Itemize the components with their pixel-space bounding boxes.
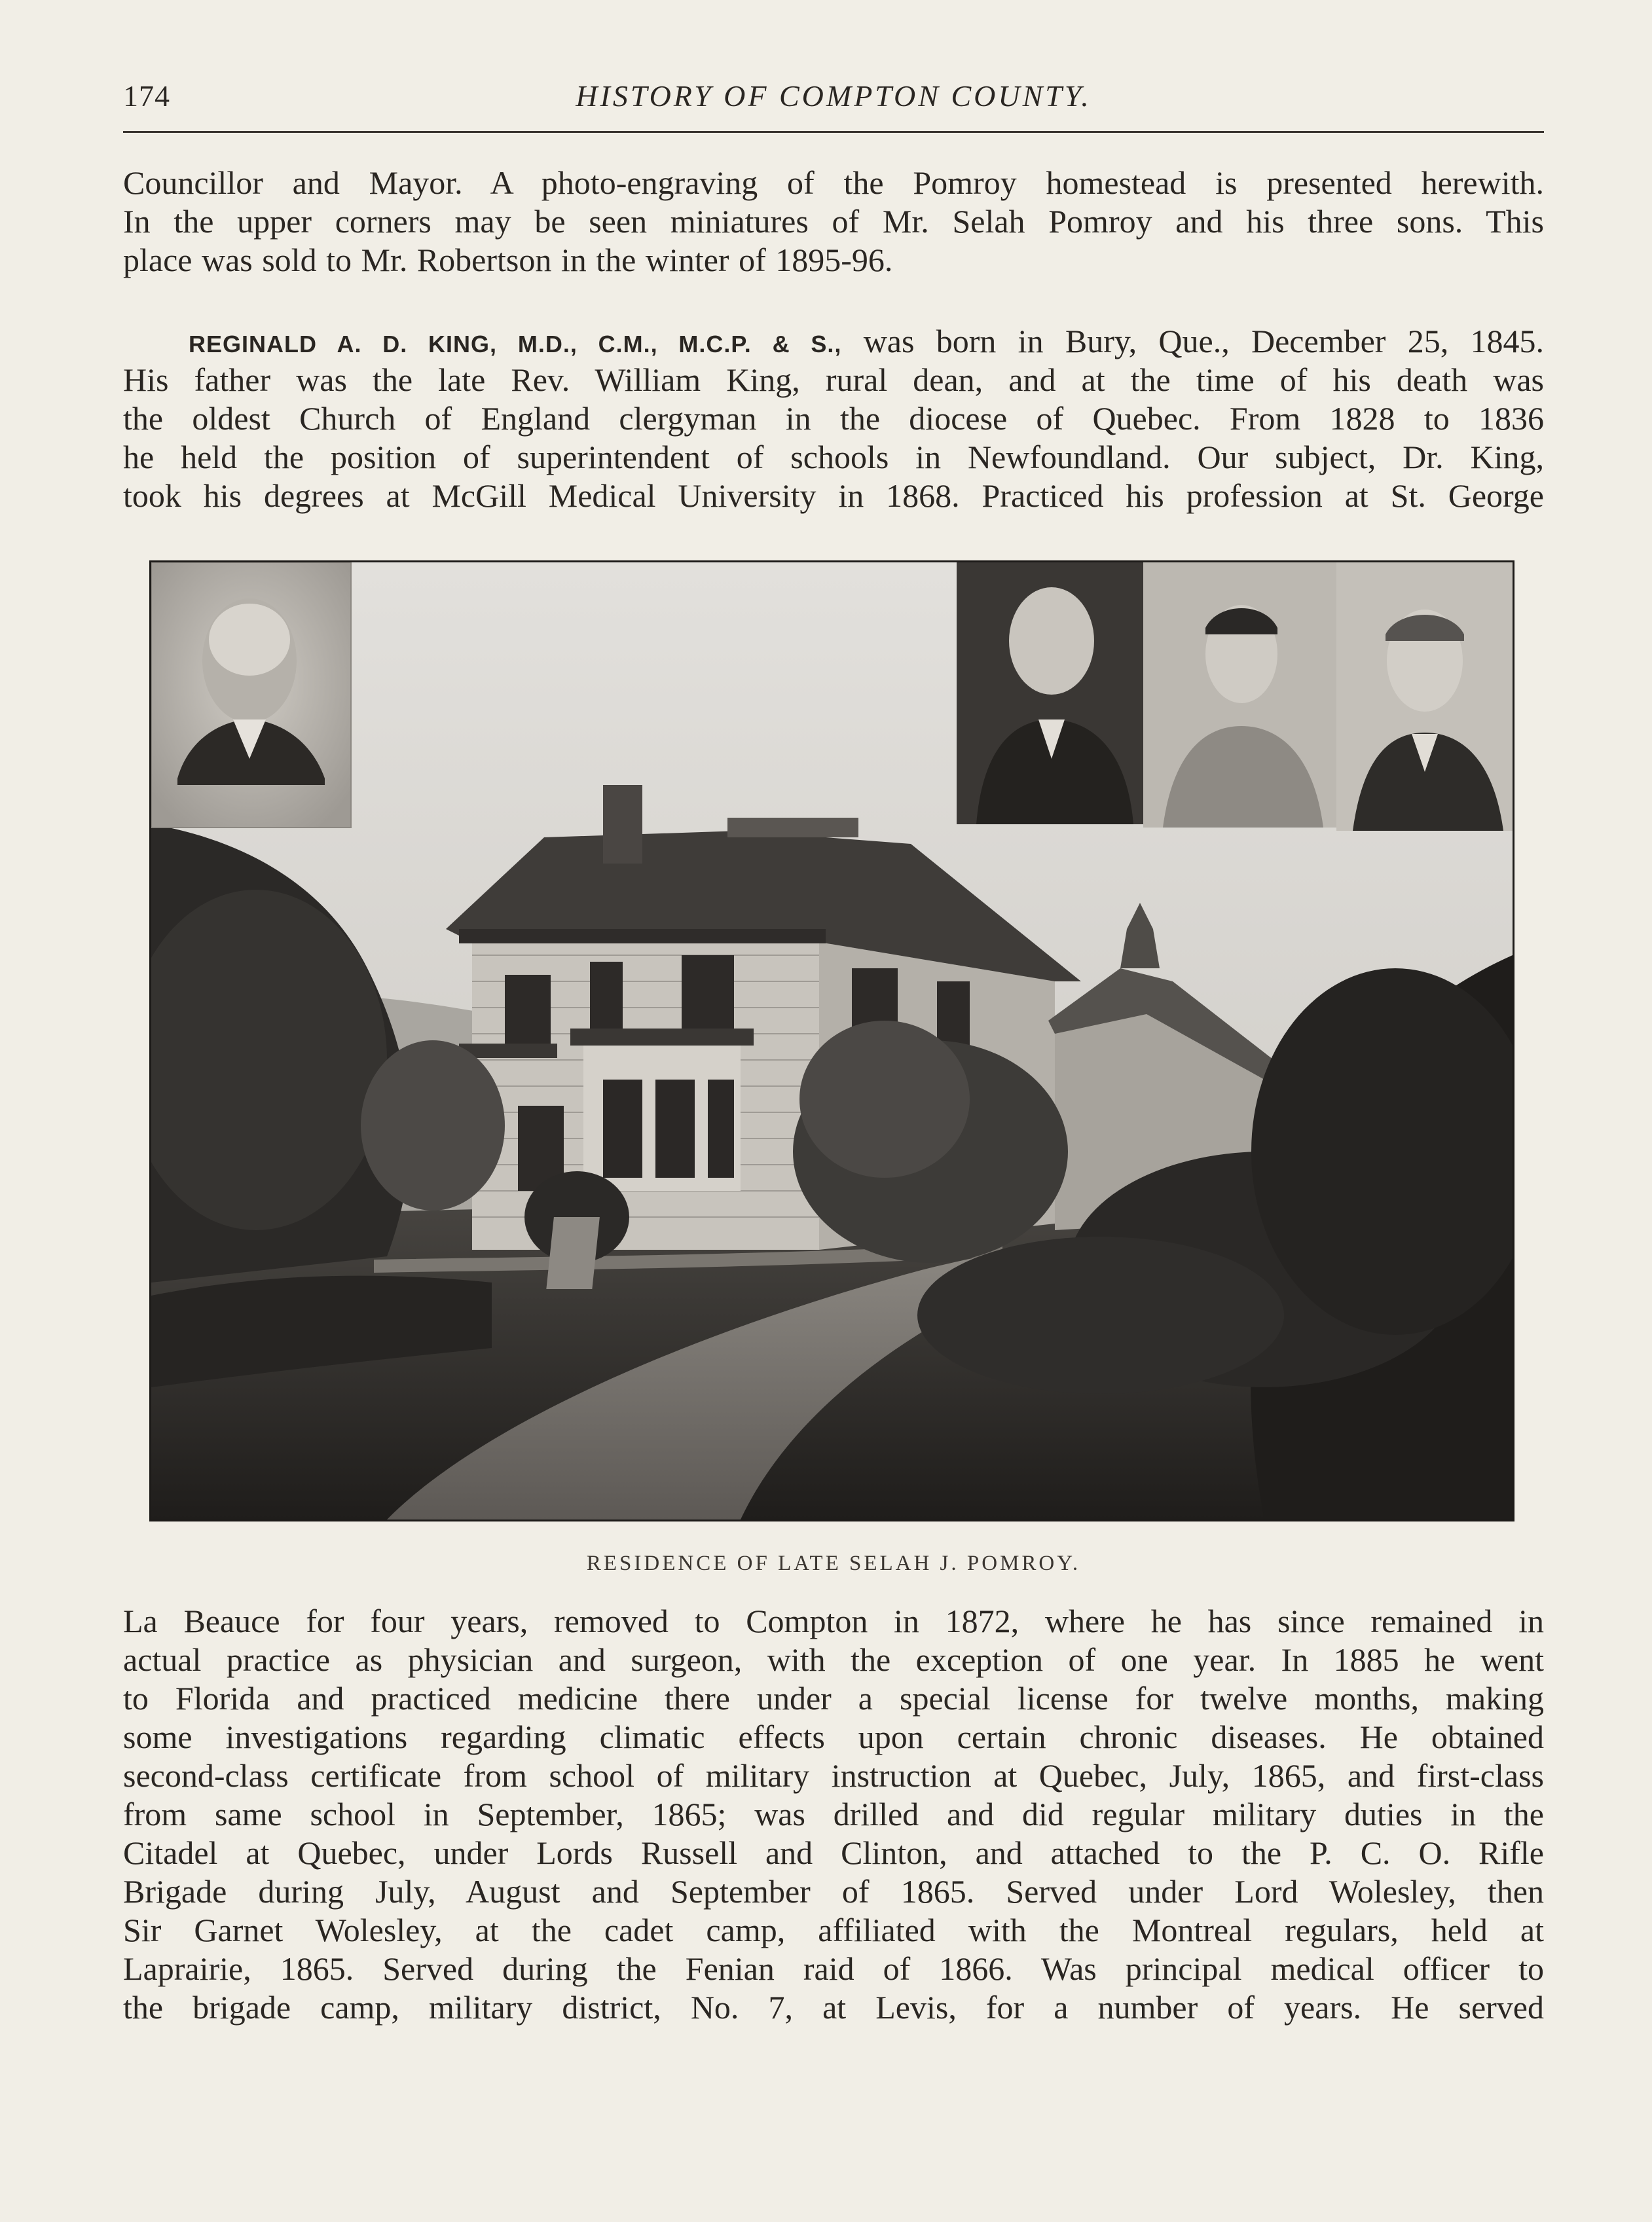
running-title: HISTORY OF COMPTON COUNTY.: [576, 79, 1092, 113]
text-line: place was sold to Mr. Robertson in the winter of 1895-96.: [123, 242, 893, 278]
text-line: he held the position of superintendent of schools in Newfoundland. Our subject, Dr. King,: [123, 439, 1544, 475]
text-line: Sir Garnet Wolesley, at the cadet camp, affiliated with the Montreal regulars, held at: [123, 1912, 1544, 1948]
text-line: from same school in September, 1865; was drilled and did regular military duties in the: [123, 1796, 1544, 1832]
plate-caption: RESIDENCE OF LATE SELAH J. POMROY.: [586, 1552, 1081, 1575]
page-number: 174: [123, 79, 170, 113]
biography-name: REGINALD A. D. KING, M.D., C.M., M.C.P. & S.,: [189, 331, 842, 357]
text-line: Citadel at Quebec, under Lords Russell and Clinton, and attached to the P. C. O. Rifle: [123, 1834, 1544, 1871]
text-line: In the upper corners may be seen miniatures of Mr. Selah Pomroy and his three sons. This: [123, 203, 1544, 240]
portrait-selah-pomroy: [151, 562, 351, 828]
text-line: Councillor and Mayor. A photo-engraving of the Pomroy homestead is presented herewith.: [123, 164, 1544, 201]
text-line: His father was the late Rev. William King, rural dean, and at the time of his death was: [123, 361, 1544, 398]
text-line: the brigade camp, military district, No. 7, at Levis, for a number of years. He served: [123, 1989, 1544, 2026]
text-line: second-class certificate from school of military instruction at Quebec, July, 1865, and first-class: [123, 1757, 1544, 1794]
portrait-son-1: [957, 562, 1143, 824]
portrait-son-3: [1336, 562, 1513, 831]
residence-photo-plate: [149, 560, 1514, 1521]
residence-photograph: [151, 562, 1513, 1520]
text-line: Laprairie, 1865. Served during the Fenian raid of 1866. Was principal medical officer to: [123, 1950, 1544, 1987]
text-line-first: [123, 322, 1544, 363]
text-line: to Florida and practiced medicine there under a special license for twelve months, making: [123, 1680, 1544, 1717]
text-line: the oldest Church of England clergyman in the diocese of Quebec. From 1828 to 1836: [123, 400, 1544, 437]
header-rule: [123, 131, 1544, 133]
text-line: Brigade during July, August and September of 1865. Served under Lord Wolesley, then: [123, 1873, 1544, 1910]
text-line: actual practice as physician and surgeon, with the exception of one year. In 1885 he went: [123, 1641, 1544, 1678]
text-span: was born in Bury, Que., December 25, 1845.: [863, 323, 1545, 359]
text-line: took his degrees at McGill Medical University in 1868. Practiced his profession at St. George: [123, 477, 1544, 514]
portrait-son-2: [1143, 562, 1336, 828]
page-header: [123, 79, 1544, 124]
text-line: La Beauce for four years, removed to Compton in 1872, where he has since remained in: [123, 1603, 1544, 1639]
text-line: some investigations regarding climatic effects upon certain chronic diseases. He obtained: [123, 1719, 1544, 1755]
